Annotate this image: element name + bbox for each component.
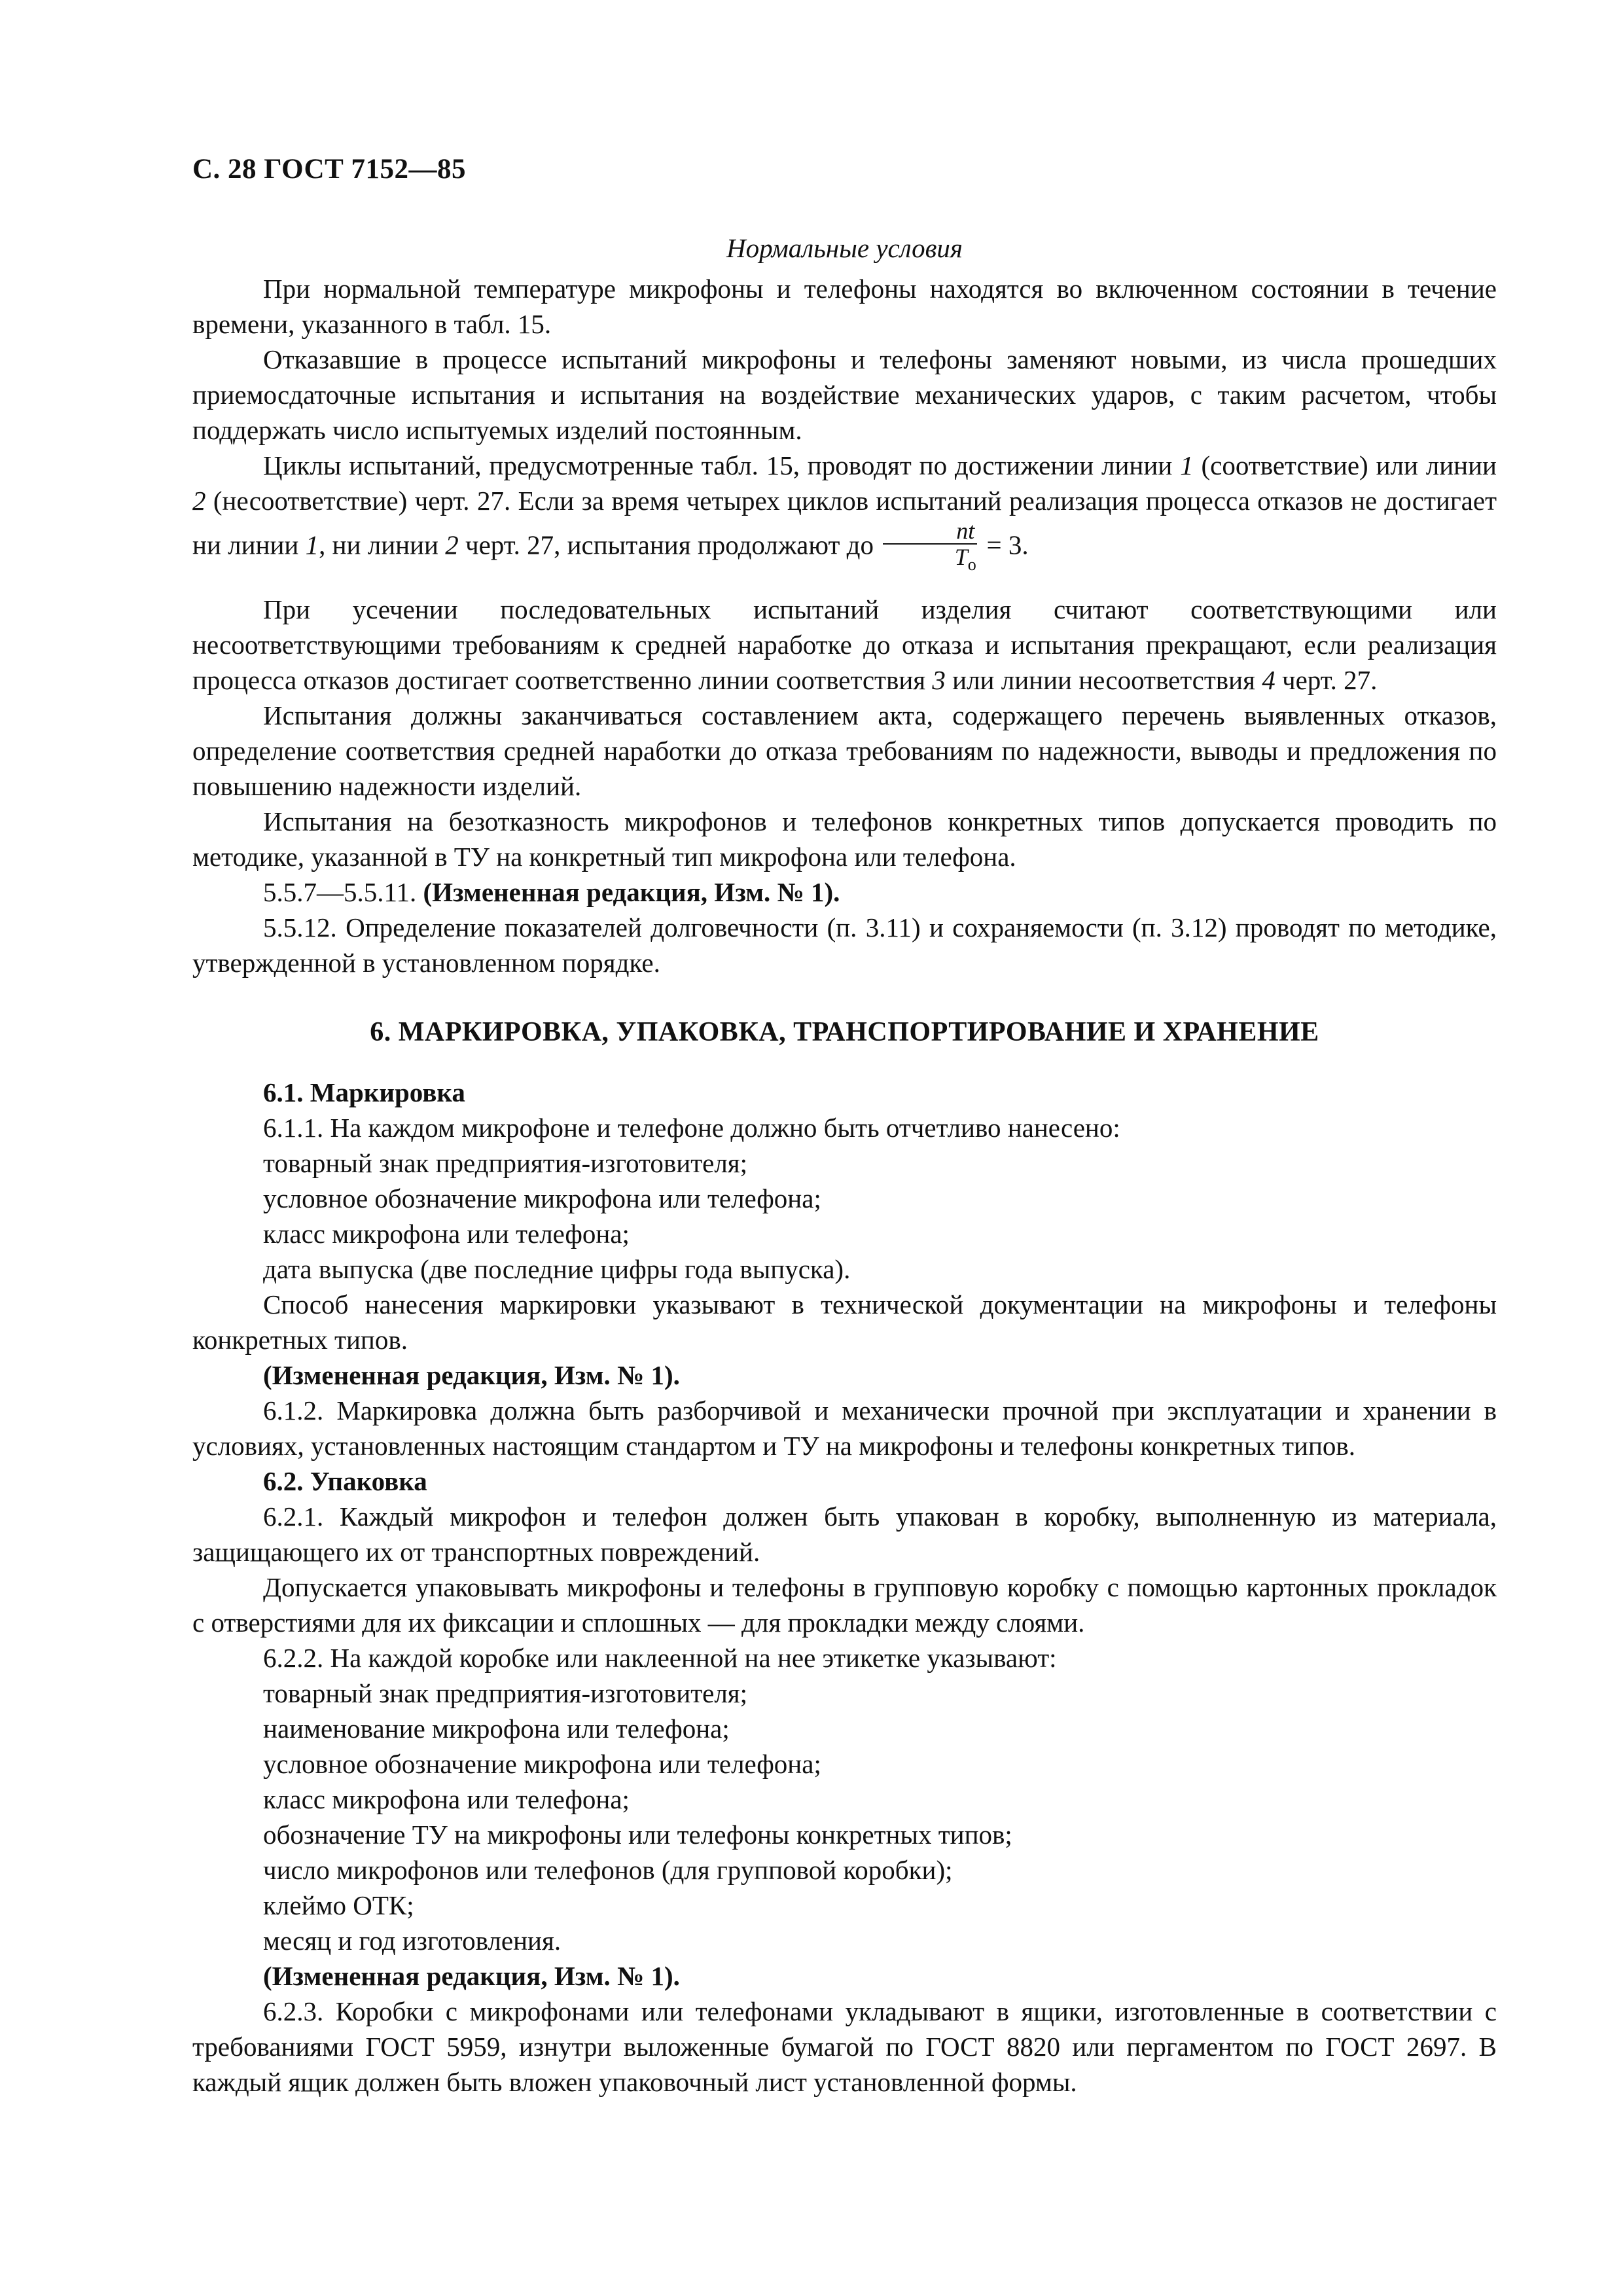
- subsection-title: Нормальные условия: [726, 233, 963, 263]
- paragraph-truncation: При усечении последовательных испытаний изделия считают соответствующими или несоответствующими требованиям к средней наработке до отказа и испытания прекращают, если реализация процесса отказов достигает соответственно линии соответствия 3 или линии несоответствия 4 черт. 27.: [192, 594, 1497, 696]
- subsection-heading: 6.2. Упаковка: [263, 1466, 427, 1497]
- list-item: товарный знак предприятия-изготовителя;: [263, 1148, 748, 1179]
- list-item: обозначение ТУ на микрофоны или телефоны конкретных типов;: [263, 1820, 1012, 1850]
- clause: 6.1.1. На каждом микрофоне и телефоне должно быть отчетливо нанесено:: [263, 1113, 1120, 1143]
- document-body: [192, 230, 1497, 2100]
- paragraph: Способ нанесения маркировки указывают в технической документации на микрофоны и телефоны конкретных типов.: [192, 1289, 1497, 1355]
- clause-amendment: 5.5.7—5.5.11. (Измененная редакция, Изм. № 1).: [263, 877, 840, 908]
- paragraph: Допускается упаковывать микрофоны и телефоны в групповую коробку с помощью картонных прокладок с отверстиями для их фиксации и сплошных — для прокладки между слоями.: [192, 1572, 1497, 1638]
- clause: 6.2.3. Коробки с микрофонами или телефонами укладывают в ящики, изготовленные в соответствии с требованиями ГОСТ 5959, изнутри выложенные бумагой по ГОСТ 8820 или пергаментом по ГОСТ 2697. В каждый ящик должен быть вложен упаковочный лист установленной формы.: [192, 1996, 1497, 2098]
- list-item: клеймо ОТК;: [263, 1890, 414, 1921]
- clause: 6.1.2. Маркировка должна быть разборчивой и механически прочной при эксплуатации и хранении в условиях, установленных настоящим стандартом и ТУ на микрофоны и телефоны конкретных типов.: [192, 1395, 1497, 1462]
- amendment-note: (Измененная редакция, Изм. № 1).: [263, 1360, 680, 1391]
- paragraph: 5.5.12. Определение показателей долговечности (п. 3.11) и сохраняемости (п. 3.12) проводят по методике, утвержденной в установленном порядке.: [192, 912, 1497, 978]
- list-item: класс микрофона или телефона;: [263, 1219, 630, 1249]
- list-item: условное обозначение микрофона или телефона;: [263, 1183, 821, 1214]
- amendment-note: (Измененная редакция, Изм. № 1).: [263, 1961, 680, 1992]
- subsection-heading: 6.1. Маркировка: [263, 1077, 465, 1108]
- paragraph: При нормальной температуре микрофоны и телефоны находятся во включенном состоянии в течение времени, указанного в табл. 15.: [192, 274, 1497, 339]
- clause: 6.2.1. Каждый микрофон и телефон должен быть упакован в коробку, выполненную из материала, защищающего их от транспортных повреждений.: [192, 1501, 1497, 1568]
- list-item: дата выпуска (две последние цифры года выпуска).: [263, 1254, 851, 1285]
- fraction-denominator: $T_о$: [954, 544, 976, 575]
- list-item: наименование микрофона или телефона;: [263, 1713, 730, 1744]
- list-item: число микрофонов или телефонов (для групповой коробки);: [263, 1855, 953, 1886]
- section-heading: 6. МАРКИРОВКА, УПАКОВКА, ТРАНСПОРТИРОВАНИЕ И ХРАНЕНИЕ: [370, 1017, 1319, 1048]
- list-item: товарный знак предприятия-изготовителя;: [263, 1678, 748, 1709]
- paragraph: Испытания должны заканчиваться составлением акта, содержащего перечень выявленных отказов, определение соответствия средней наработки до отказа требованиям по надежности, выводы и предложения по повышению надежности изделий.: [192, 700, 1497, 802]
- page-header: С. 28 ГОСТ 7152—85: [192, 154, 467, 185]
- fraction-numerator: nt: [883, 518, 977, 545]
- paragraph-cycles: Циклы испытаний, предусмотренные табл. 15, проводят по достижении линии 1 (соответствие) или линии 2 (несоответствие) черт. 27. Если за время четырех циклов испытаний реализация процесса отказов не достигает ни линии 1, ни линии 2 черт. 27, испытания продолжают до $\frac{nt}{T_о}$ = 3.: [192, 448, 1497, 577]
- paragraph: Испытания на безотказность микрофонов и телефонов конкретных типов допускается проводить по методике, указанной в ТУ на конкретный тип микрофона или телефона.: [192, 806, 1497, 872]
- list-item: класс микрофона или телефона;: [263, 1784, 630, 1815]
- clause: 6.2.2. На каждой коробке или наклеенной на нее этикетке указывают:: [263, 1643, 1057, 1674]
- paragraph: Отказавшие в процессе испытаний микрофоны и телефоны заменяют новыми, из числа прошедших приемосдаточные испытания и испытания на воздействие механических ударов, с таким расчетом, чтобы поддержать число испытуемых изделий постоянным.: [192, 344, 1497, 445]
- list-item: месяц и год изготовления.: [263, 1926, 562, 1956]
- list-item: условное обозначение микрофона или телефона;: [263, 1749, 821, 1780]
- fraction-formula: [883, 518, 977, 577]
